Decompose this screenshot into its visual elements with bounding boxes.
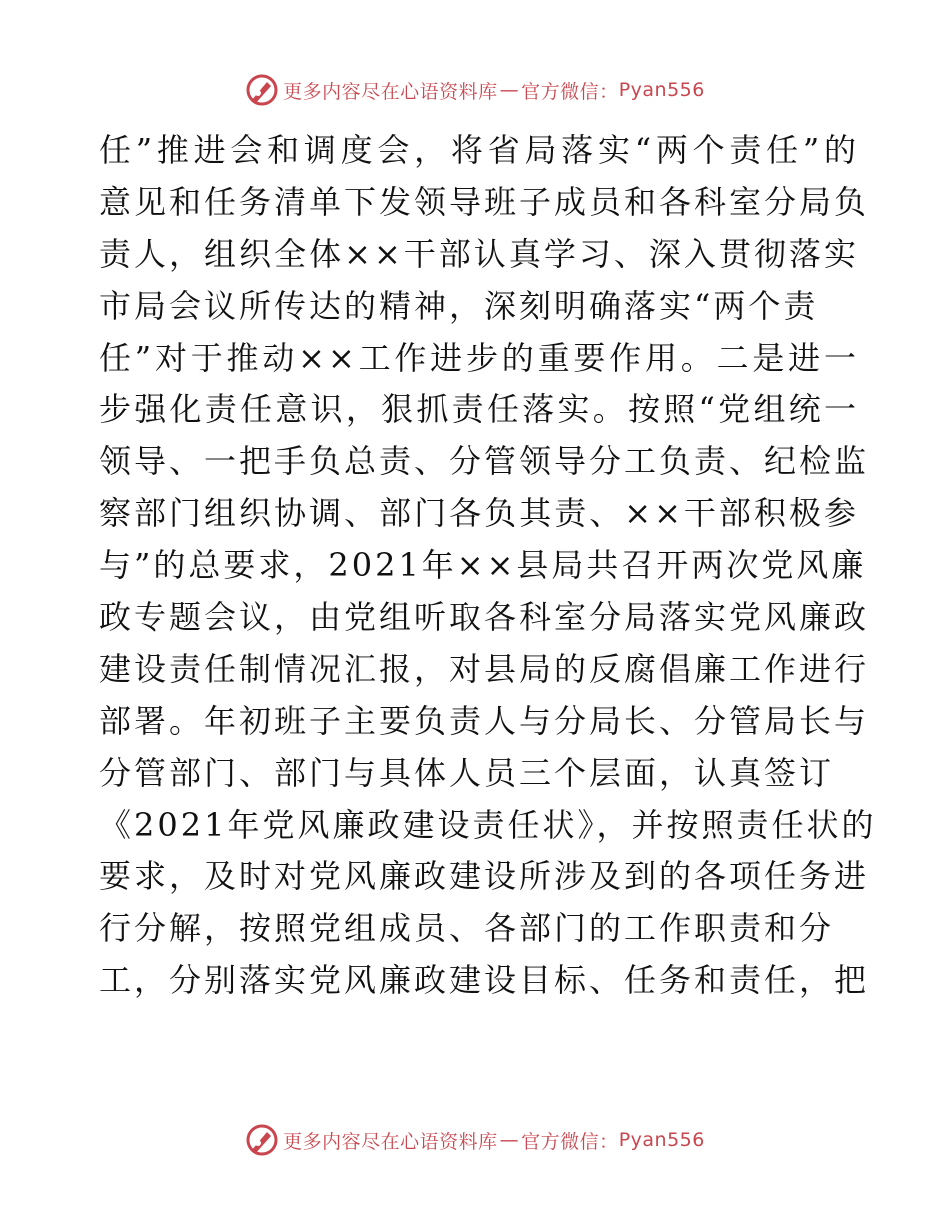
body-line: 《2021年党风廉政建设责任状》，并按照责任状的 — [99, 805, 877, 844]
body-line: 市局会议所传达的精神，深刻明确落实“两个责 — [99, 286, 819, 325]
body-line: 部署。年初班子主要负责人与分局长、分管局长与 — [99, 701, 870, 740]
body-line: 工，分别落实党风廉政建设目标、任务和责任，把 — [99, 961, 870, 1000]
body-line: 察部门组织协调、部门各负其责、××干部积极参 — [99, 494, 859, 533]
body-line: 责人，组织全体××干部认真学习、深入贯彻落实 — [99, 234, 859, 273]
header-banner-text: 更多内容尽在心语资料库 — [283, 80, 498, 103]
header-official-label: 官方微信： — [521, 80, 619, 103]
body-line: 与”的总要求，2021年××县局共召开两次党风廉 — [99, 546, 867, 585]
header-banner-separator: — — [499, 79, 520, 101]
body-line: 领导、一把手负总责、分管领导分工负责、纪检监 — [99, 442, 870, 481]
header-wechat-id: Pyan556 — [618, 79, 705, 101]
footer-banner — [0, 1120, 950, 1160]
footer-banner-text: 更多内容尽在心语资料库 — [283, 1130, 498, 1153]
body-line: 任”推进会和调度会，将省局落实“两个责任”的 — [99, 131, 859, 169]
footer-wechat-id: Pyan556 — [618, 1129, 705, 1151]
logo-icon — [245, 73, 279, 107]
body-line: 任”对于推动××工作进步的重要作用。二是进一 — [99, 338, 859, 377]
logo-icon — [245, 1123, 279, 1157]
body-line: 意见和任务清单下发领导班子成员和各科室分局负 — [99, 182, 870, 221]
body-line: 政专题会议，由党组听取各科室分局落实党风廉政 — [99, 598, 870, 637]
body-line: 要求，及时对党风廉政建设所涉及到的各项任务进 — [99, 857, 870, 896]
body-line: 建设责任制情况汇报，对县局的反腐倡廉工作进行 — [99, 649, 870, 688]
body-line: 行分解，按照党组成员、各部门的工作职责和分 — [99, 909, 835, 948]
footer-banner-separator: — — [499, 1129, 520, 1151]
body-line: 分管部门、部门与具体人员三个层面，认真签订 — [99, 753, 835, 792]
document-body — [99, 125, 877, 1007]
header-banner — [0, 70, 950, 110]
body-line: 步强化责任意识，狠抓责任落实。按照“党组统一 — [99, 390, 859, 429]
footer-official-label: 官方微信： — [521, 1130, 619, 1153]
